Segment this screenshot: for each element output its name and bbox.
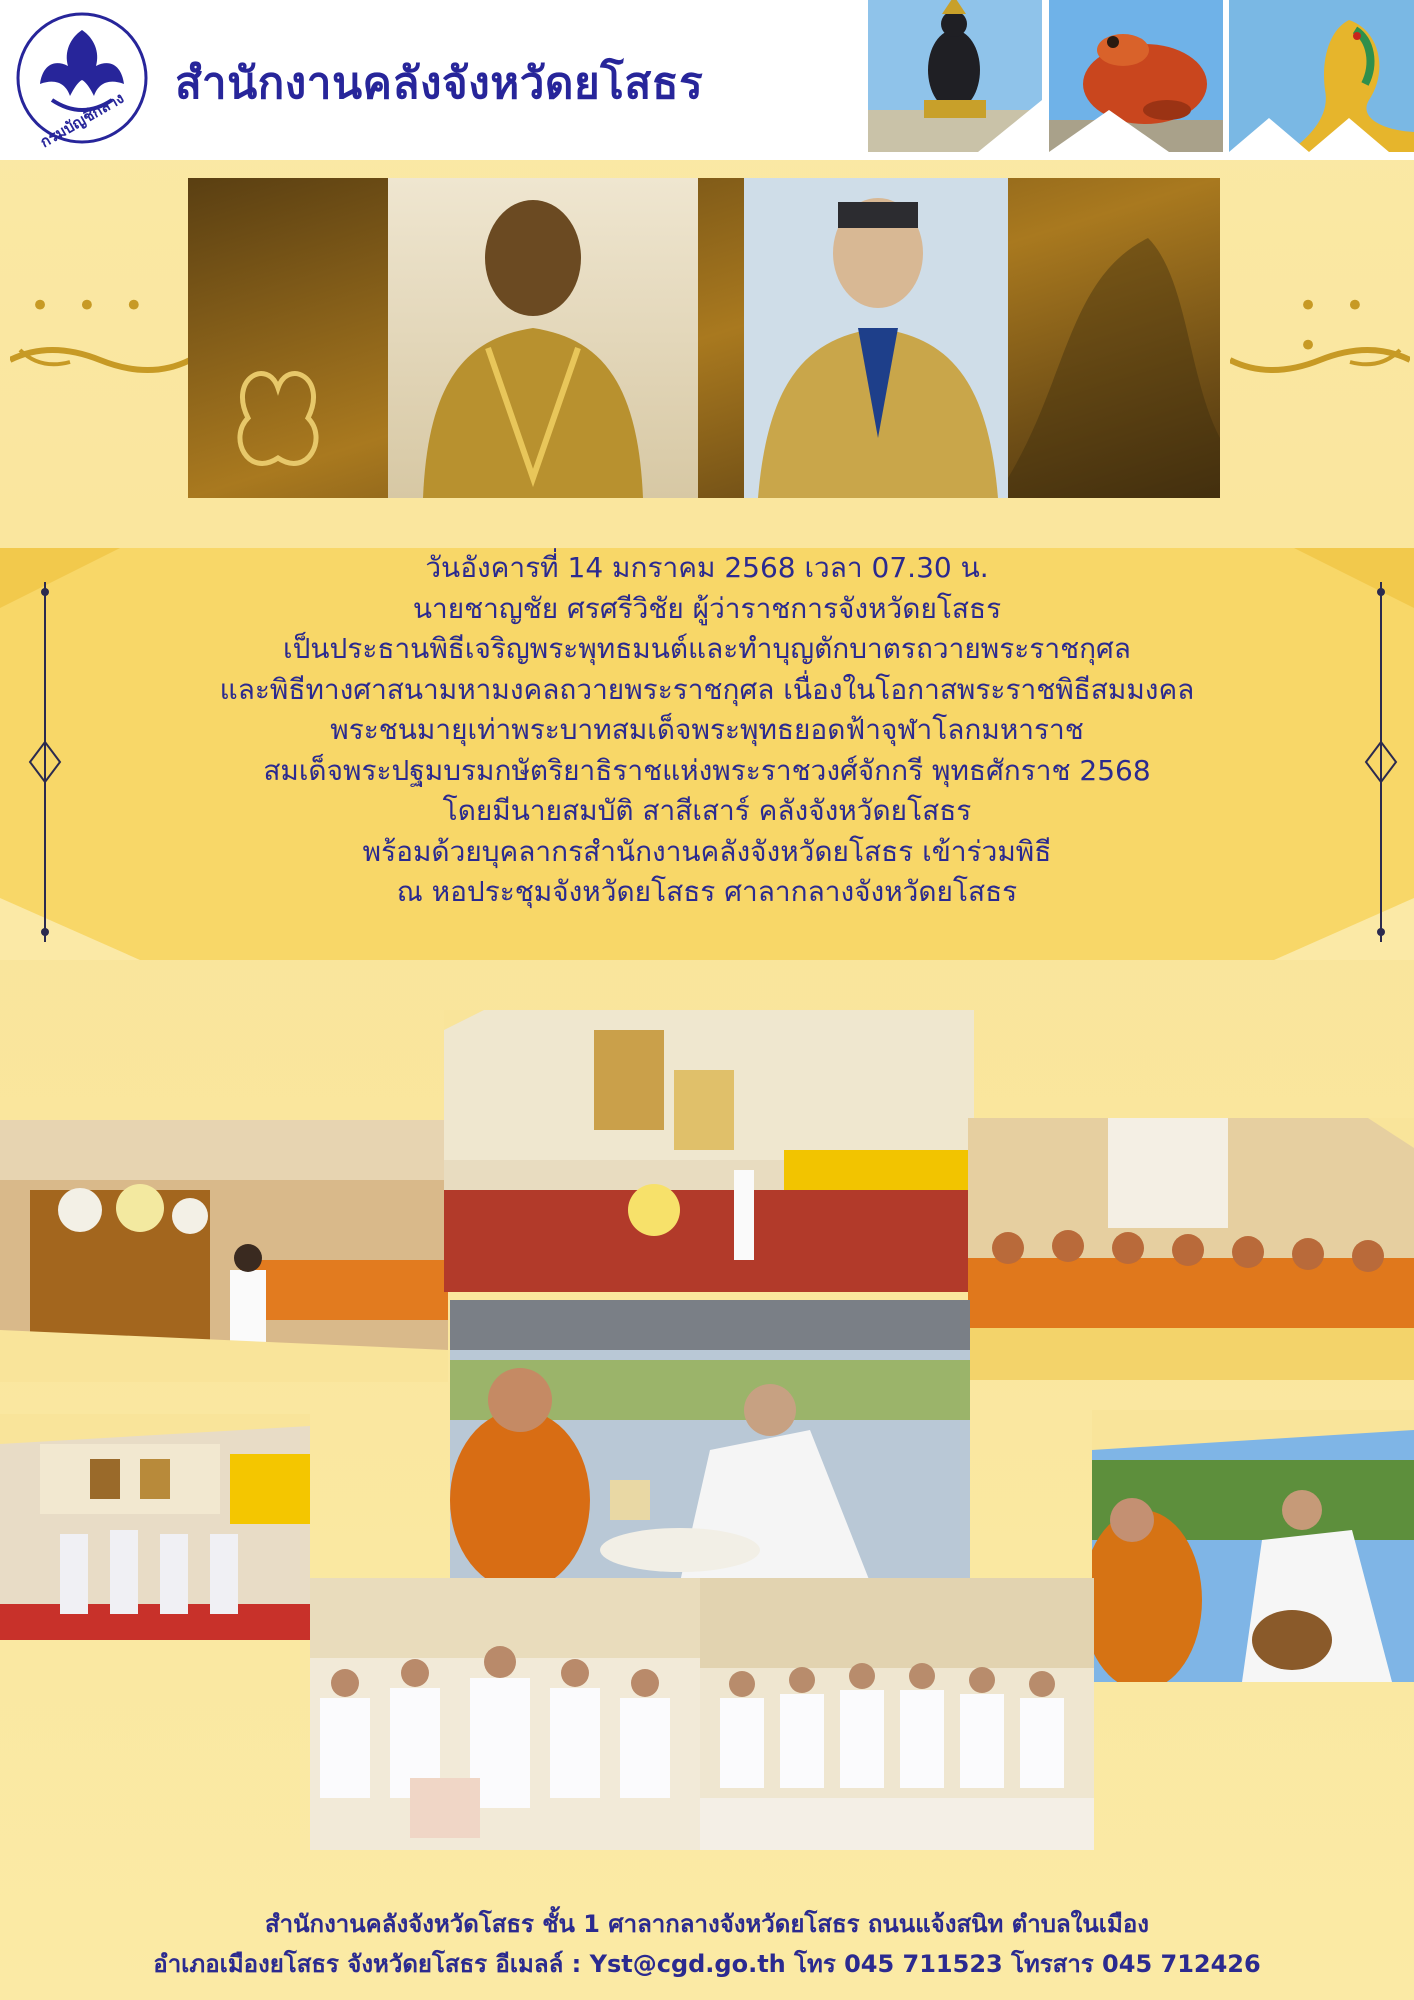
giant-toad-photo [1049,0,1223,152]
announcement-text [120,548,1294,913]
flourish-right-ornament [1230,330,1410,394]
announcement-line: เป็นประธานพิธีเจริญพระพุทธมนต์และทำบุญตักบาตรถวายพระราชกุศล [283,632,1131,665]
announcement-line: และพิธีทางศาสนามหามงคลถวายพระราชกุศล เนื่องในโอกาสพระราชพิธีสมมงคล [219,672,1195,706]
flourish-left-ornament [10,330,190,394]
photo-stage-portraits [444,1010,974,1292]
announcement-line: พระชนมายุเท่าพระบาทสมเด็จพระพุทธยอดฟ้าจุฬาโลกมหาราช [330,713,1084,746]
portrait-king-rama-1 [388,178,698,498]
comptroller-general-logo [12,8,152,152]
announcement-line: ณ หอประชุมจังหวัดยโสธร ศาลากลางจังหวัดยโสธร [396,875,1018,908]
announcement-line: โดยมีนายสมบัติ สาสีเสาร์ คลังจังหวัดยโสธร [442,794,972,827]
photo-alms-giving [450,1300,970,1582]
page-title: สำนักงานคลังจังหวัดยโสธร [175,58,704,109]
decorative-dots-right: • • • [1298,286,1373,366]
photo-alms-outdoor [1092,1410,1414,1682]
naga-photo [1229,0,1414,152]
side-ornament-right [1356,582,1406,946]
royal-portraits-panel [188,178,1220,498]
logo-text: กรมบัญชีกลาง [36,88,128,152]
announcement-line: นายชาญชัย ศรศรีวิชัย ผู้ว่าราชการจังหวัดยโสธร [412,591,1002,625]
photo-altar-ceremony [0,1120,448,1382]
photo-staff-standing [0,1414,310,1640]
photo-monks-seated [968,1118,1414,1380]
side-ornament-left [20,582,70,946]
portrait-king-rama-10 [744,178,1008,498]
footer-contact: อำเภอเมืองยโสธร จังหวัดยโสธร อีเมลล์ : Yst@cgd.go.th โทร 045 711523 โทรสาร 045 712426 [153,1950,1261,1978]
photo-staff-seated-rows [700,1578,1094,1850]
statue-photo [868,0,1042,152]
footer-address: สำนักงานคลังจังหวัดโสธร ชั้น 1 ศาลากลางจังหวัดยโสธร ถนนแจ้งสนิท ตำบลในเมือง [265,1910,1149,1938]
announcement-line: พร้อมด้วยบุคลากรสำนักงานคลังจังหวัดยโสธร เข้าร่วมพิธี [362,834,1052,868]
announcement-line: วันอังคารที่ 14 มกราคม 2568 เวลา 07.30 น. [425,551,989,584]
decorative-dots-left: • • • [30,286,152,326]
photo-officials-seated [310,1578,706,1850]
announcement-line: สมเด็จพระปฐมบรมกษัตริยาธิราชแห่งพระราชวงศ์จักกรี พุทธศักราช 2568 [263,753,1151,787]
